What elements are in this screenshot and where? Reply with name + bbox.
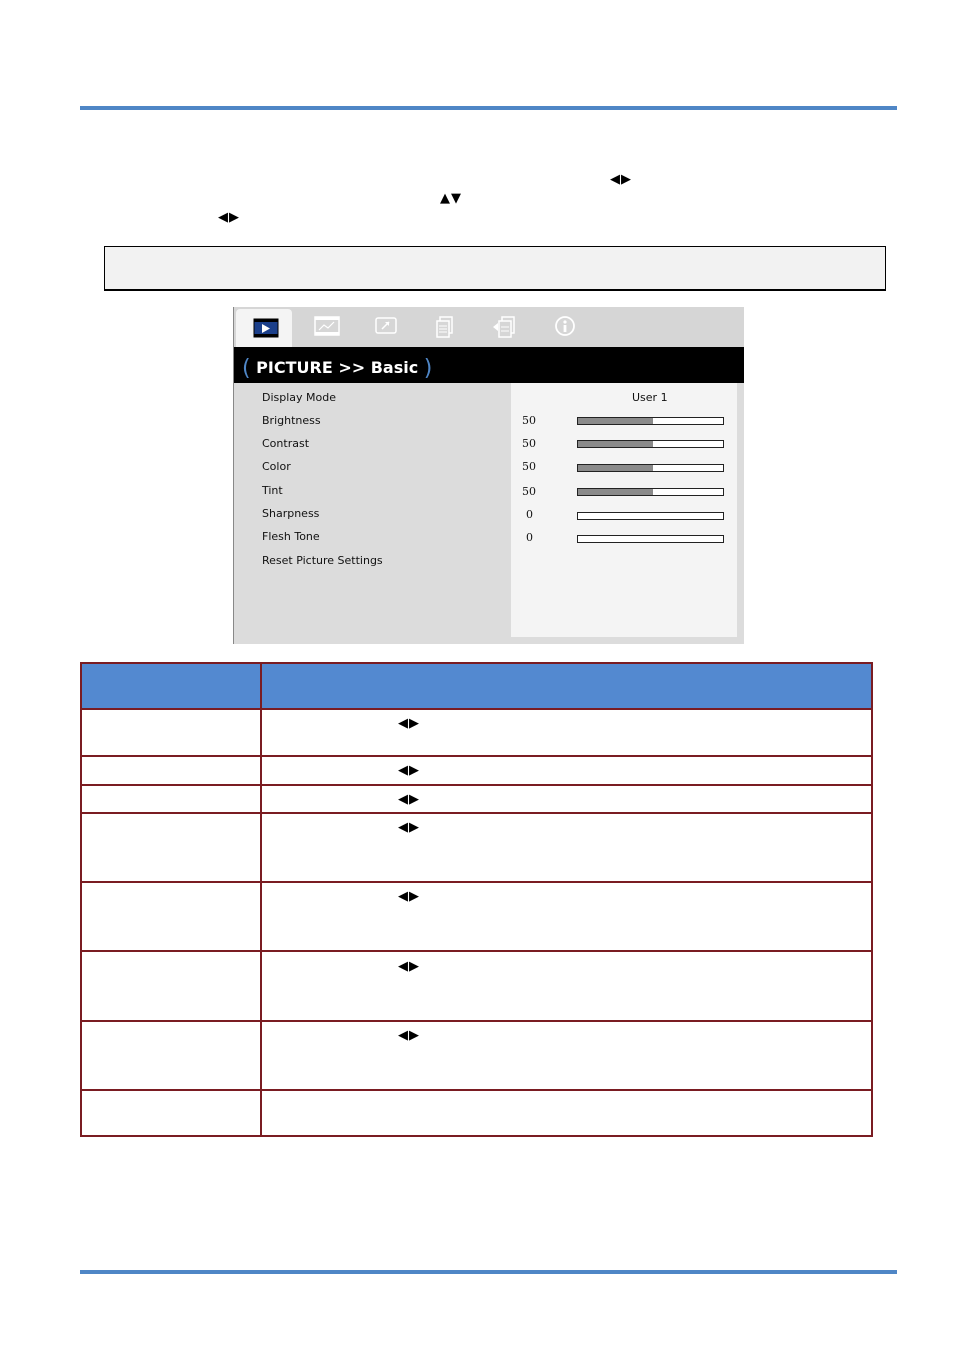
left-right-arrows-icon: ◀▶ <box>398 889 420 904</box>
contrast-slider[interactable] <box>577 440 724 448</box>
sharpness-slider[interactable] <box>577 512 724 520</box>
table-row-divider <box>82 708 871 710</box>
table-row-divider <box>82 1089 871 1091</box>
osd-item-sharpness[interactable]: Sharpness <box>262 507 320 520</box>
osd-title <box>242 354 432 379</box>
osd-item-reset-picture-settings[interactable]: Reset Picture Settings <box>262 554 383 567</box>
left-right-arrows-icon: ◀▶ <box>398 959 420 974</box>
osd-value-flesh-tone: 0 <box>526 531 533 544</box>
note-box <box>104 246 886 291</box>
osd-value-display-mode: User 1 <box>632 391 668 404</box>
picture-icon <box>236 309 292 347</box>
table-row-divider <box>82 1020 871 1022</box>
osd-tab-help[interactable] <box>554 315 574 337</box>
table-row-divider <box>82 812 871 814</box>
osd-item-brightness[interactable]: Brightness <box>262 414 321 427</box>
table-header-row <box>82 664 871 708</box>
setup-icon <box>374 315 398 337</box>
table-column-divider <box>260 664 262 1135</box>
computer-icon <box>314 315 340 337</box>
osd-tab-picture[interactable] <box>236 309 292 347</box>
osd-title-close-paren: ) <box>423 356 433 381</box>
osd-item-color[interactable]: Color <box>262 460 291 473</box>
flesh-tone-slider[interactable] <box>577 535 724 543</box>
osd-title-open-paren: ( <box>242 356 251 381</box>
osd-item-flesh-tone[interactable]: Flesh Tone <box>262 530 320 543</box>
osd-title-text: PICTURE >> Basic <box>256 358 419 377</box>
table-row-divider <box>82 784 871 786</box>
footer-rule <box>80 1270 897 1274</box>
up-down-arrows-icon: ▲▼ <box>440 191 462 206</box>
osd-item-contrast[interactable]: Contrast <box>262 437 310 450</box>
table-row-divider <box>82 950 871 952</box>
osd-menu <box>233 307 744 644</box>
color-slider[interactable] <box>577 464 724 472</box>
header-rule <box>80 106 897 110</box>
left-right-arrows-icon: ◀▶ <box>218 210 240 225</box>
brightness-slider[interactable] <box>577 417 724 425</box>
osd-value-contrast: 50 <box>522 437 536 450</box>
osd-tab-bar <box>234 307 744 347</box>
osd-value-sharpness: 0 <box>526 508 533 521</box>
table-row-divider <box>82 881 871 883</box>
left-right-arrows-icon: ◀▶ <box>398 716 420 731</box>
left-right-arrows-icon: ◀▶ <box>398 820 420 835</box>
left-right-arrows-icon: ◀▶ <box>398 763 420 778</box>
tint-slider[interactable] <box>577 488 724 496</box>
settings-table <box>80 662 873 1137</box>
osd-tab-information[interactable] <box>492 315 512 337</box>
left-right-arrows-icon: ◀▶ <box>610 172 632 187</box>
osd-tab-options[interactable] <box>434 315 454 337</box>
information-icon <box>492 315 520 339</box>
osd-item-display-mode[interactable]: Display Mode <box>262 391 337 404</box>
osd-value-color: 50 <box>522 460 536 473</box>
help-icon <box>554 315 576 337</box>
options-icon <box>434 315 456 339</box>
osd-item-tint[interactable]: Tint <box>262 484 283 497</box>
osd-value-brightness: 50 <box>522 414 536 427</box>
table-row-divider <box>82 755 871 757</box>
osd-header <box>234 347 744 383</box>
left-right-arrows-icon: ◀▶ <box>398 792 420 807</box>
osd-value-tint: 50 <box>522 485 536 498</box>
osd-tab-setup[interactable] <box>374 315 394 337</box>
osd-tab-computer[interactable] <box>314 315 334 337</box>
left-right-arrows-icon: ◀▶ <box>398 1028 420 1043</box>
